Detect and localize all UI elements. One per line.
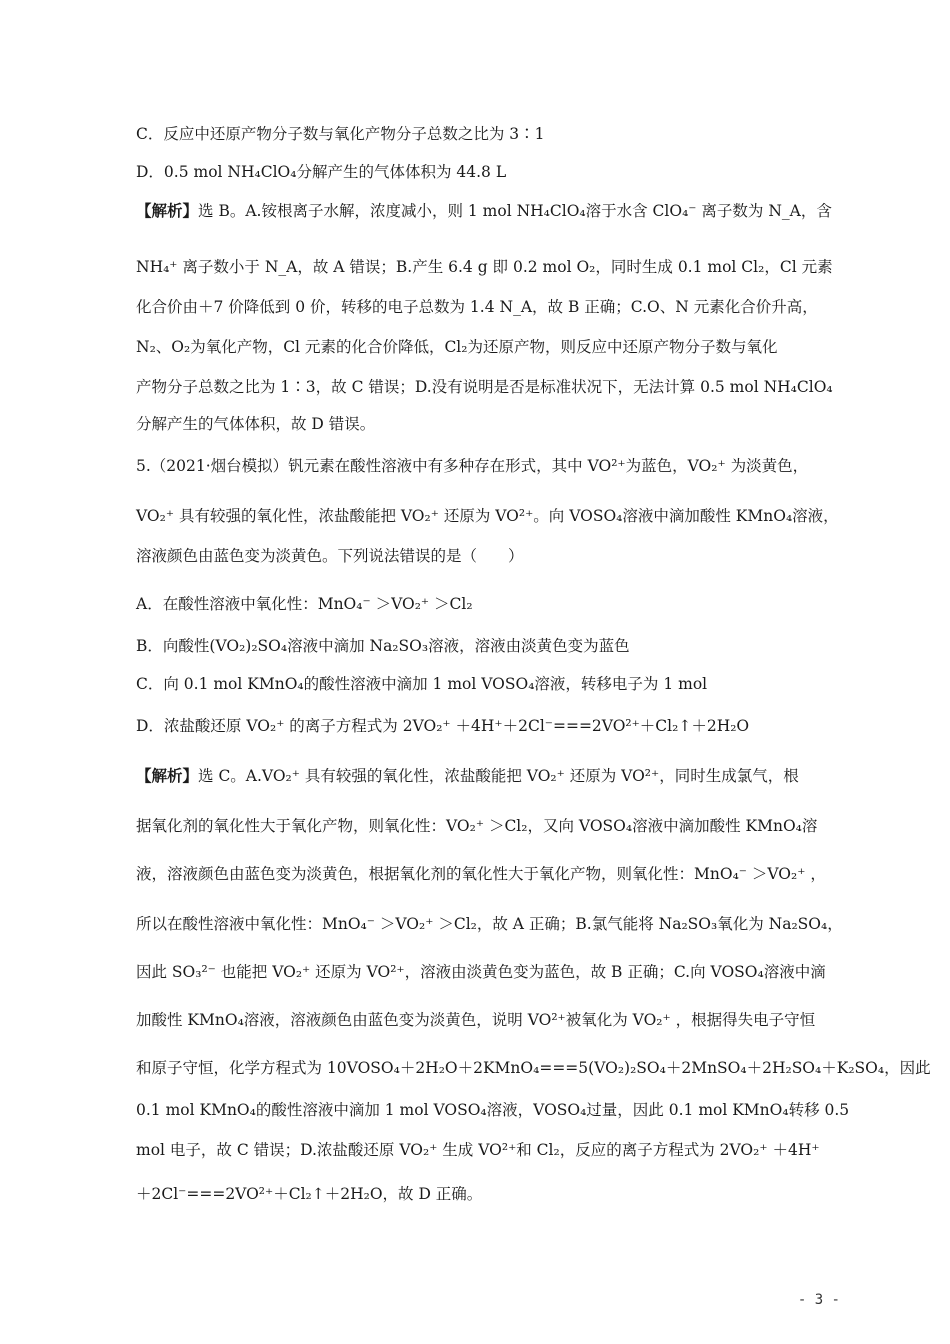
option-b-q5: B．向酸性(VO₂)₂SO₄溶液中滴加 Na₂SO₃溶液，溶液由淡黄色变为蓝色 (136, 637, 630, 655)
analysis-q5-text-1: 选 C。A.VO₂⁺ 具有较强的氧化性，浓盐酸能把 VO₂⁺ 还原为 VO²⁺，同时生成氯气，根 (198, 767, 799, 785)
question-5-line-1: 5.（2021·烟台模拟）钒元素在酸性溶液中有多种存在形式，其中 VO²⁺为蓝色，VO₂⁺ 为淡黄色， (136, 457, 809, 475)
analysis-q4-line-2: NH₄⁺ 离子数小于 N_A，故 A 错误；B.产生 6.4 g 即 0.2 mol O₂，同时生成 0.1 mol Cl₂，Cl 元素 (136, 258, 833, 276)
question-5-line-2: VO₂⁺ 具有较强的氧化性，浓盐酸能把 VO₂⁺ 还原为 VO²⁺。向 VOSO₄溶液中滴加酸性 KMnO₄溶液， (136, 507, 839, 525)
analysis-q4-line-6: 分解产生的气体体积，故 D 错误。 (136, 415, 376, 433)
analysis-q4-line-3: 化合价由＋7 价降低到 0 价，转移的电子总数为 1.4 N_A，故 B 正确；C.O、N 元素化合价升高， (136, 298, 818, 316)
question-5-line-3: 溶液颜色由蓝色变为淡黄色。下列说法错误的是（ ） (136, 547, 524, 565)
analysis-q5-line-9: mol 电子，故 C 错误；D.浓盐酸还原 VO₂⁺ 生成 VO²⁺和 Cl₂，反应的离子方程式为 2VO₂⁺ ＋4H⁺ (136, 1141, 820, 1159)
analysis-q4-line-4: N₂、O₂为氧化产物，Cl 元素的化合价降低，Cl₂为还原产物，则反应中还原产物分子数与氧化 (136, 338, 778, 356)
analysis-tag: 【解析】 (136, 201, 199, 220)
option-a-q5: A．在酸性溶液中氧化性：MnO₄⁻ ＞VO₂⁺ ＞Cl₂ (136, 595, 473, 613)
analysis-q5-line-10: ＋2Cl⁻===2VO²⁺＋Cl₂↑＋2H₂O，故 D 正确。 (136, 1185, 483, 1203)
analysis-q5-line-7: 和原子守恒，化学方程式为 10VOSO₄＋2H₂O＋2KMnO₄===5(VO₂)₂SO₄＋2MnSO₄＋2H₂SO₄＋K₂SO₄，因此 (136, 1059, 931, 1077)
analysis-q5-line-4: 所以在酸性溶液中氧化性：MnO₄⁻ ＞VO₂⁺ ＞Cl₂，故 A 正确；B.氯气能将 Na₂SO₃氧化为 Na₂SO₄， (136, 915, 843, 933)
analysis-q4-line-5: 产物分子总数之比为 1∶3，故 C 错误；D.没有说明是否是标准状况下，无法计算 0.5 mol NH₄ClO₄ (136, 378, 833, 396)
analysis-q5-line-8: 0.1 mol KMnO₄的酸性溶液中滴加 1 mol VOSO₄溶液，VOSO₄过量，因此 0.1 mol KMnO₄转移 0.5 (136, 1101, 850, 1119)
analysis-q4-text-1: 选 B。A.铵根离子水解，浓度减小，则 1 mol NH₄ClO₄溶于水含 ClO₄⁻ 离子数为 N_A，含 (198, 202, 832, 220)
option-c-q5: C．向 0.1 mol KMnO₄的酸性溶液中滴加 1 mol VOSO₄溶液，转移电子为 1 mol (136, 675, 708, 693)
analysis-q5-line-5: 因此 SO₃²⁻ 也能把 VO₂⁺ 还原为 VO²⁺，溶液由淡黄色变为蓝色，故 B 正确；C.向 VOSO₄溶液中滴 (136, 963, 826, 981)
page-number: - 3 - (797, 1292, 840, 1308)
option-d-q5: D．浓盐酸还原 VO₂⁺ 的离子方程式为 2VO₂⁺ ＋4H⁺＋2Cl⁻===2VO²⁺＋Cl₂↑＋2H₂O (136, 717, 750, 735)
option-d-q4: D．0.5 mol NH₄ClO₄分解产生的气体体积为 44.8 L (136, 163, 507, 181)
analysis-q5-line-3: 液，溶液颜色由蓝色变为淡黄色，根据氧化剂的氧化性大于氧化产物，则氧化性：MnO₄⁻ ＞VO₂⁺ ， (136, 865, 826, 883)
analysis-q4-line-1 (136, 196, 832, 226)
analysis-tag-q5: 【解析】 (136, 766, 199, 785)
option-c-q4: C．反应中还原产物分子数与氧化产物分子总数之比为 3∶1 (136, 125, 545, 143)
analysis-q5-line-1 (136, 761, 816, 791)
analysis-q5-line-2: 据氧化剂的氧化性大于氧化产物，则氧化性：VO₂⁺ ＞Cl₂，又向 VOSO₄溶液中滴加酸性 KMnO₄溶 (136, 817, 818, 835)
analysis-q5-line-6: 加酸性 KMnO₄溶液，溶液颜色由蓝色变为淡黄色，说明 VO²⁺被氧化为 VO₂⁺ ，根据得失电子守恒 (136, 1011, 816, 1029)
